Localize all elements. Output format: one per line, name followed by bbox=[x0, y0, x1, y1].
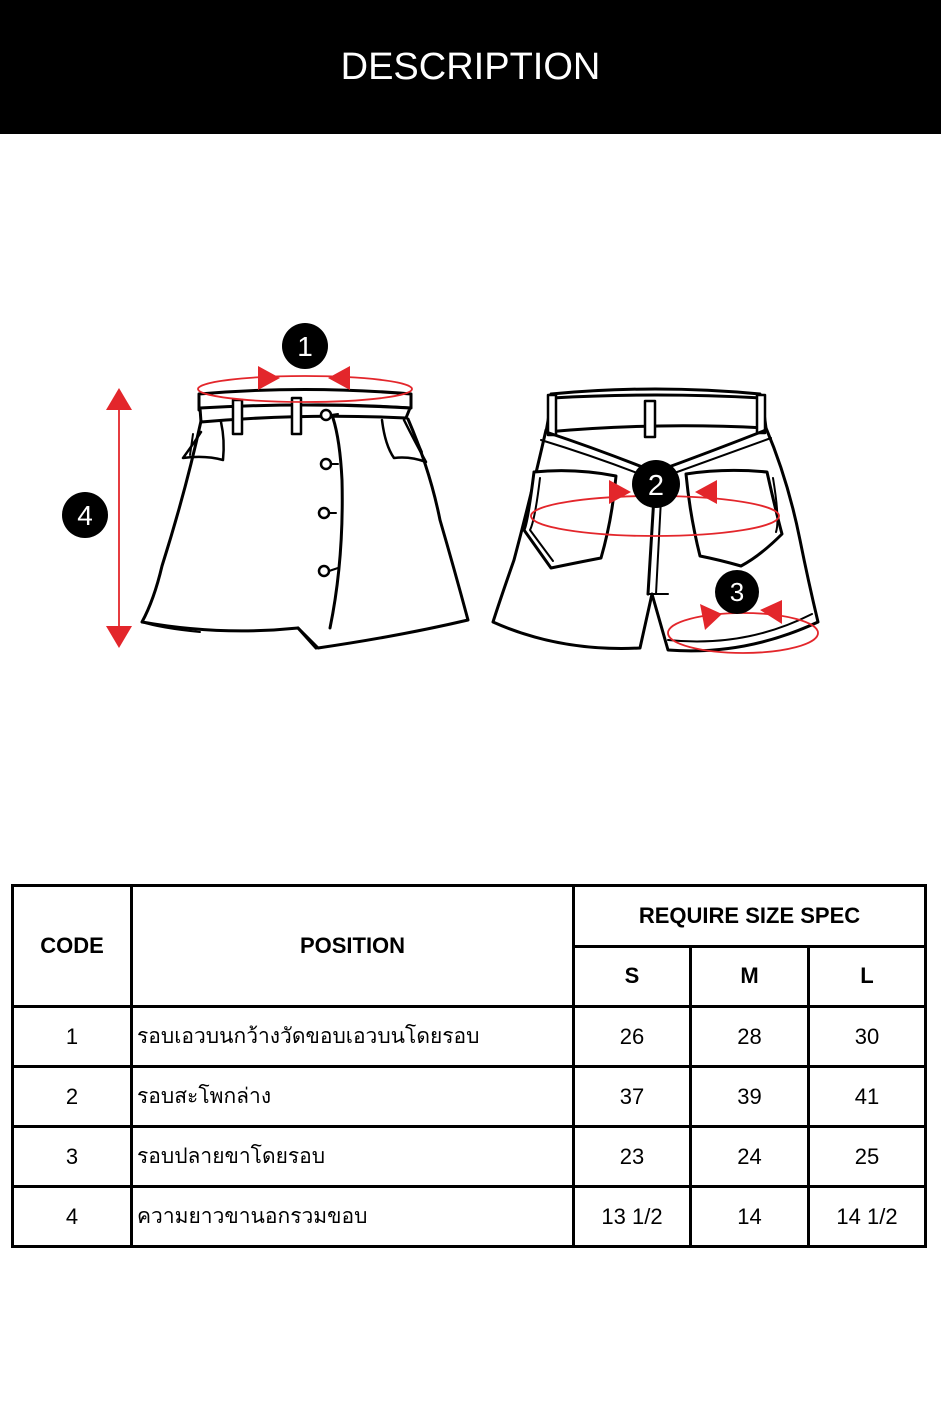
row-position: รอบเอวบนกว้างวัดขอบเอวบนโดยรอบ bbox=[132, 1007, 574, 1067]
row-value-s: 13 1/2 bbox=[574, 1187, 691, 1247]
marker-1 bbox=[282, 323, 328, 369]
marker-4-label: 4 bbox=[77, 500, 93, 531]
table-row bbox=[13, 1187, 926, 1247]
table-row bbox=[13, 1067, 926, 1127]
size-spec-table bbox=[11, 884, 927, 1248]
header-bar bbox=[0, 0, 941, 134]
row-value-s: 26 bbox=[574, 1007, 691, 1067]
row-code: 3 bbox=[13, 1127, 132, 1187]
row-position: รอบสะโพกล่าง bbox=[132, 1067, 574, 1127]
header-position: POSITION bbox=[132, 886, 574, 1007]
row-value-m: 14 bbox=[691, 1187, 809, 1247]
table-row bbox=[13, 1127, 926, 1187]
marker-2 bbox=[632, 460, 680, 508]
row-value-m: 24 bbox=[691, 1127, 809, 1187]
row-code: 2 bbox=[13, 1067, 132, 1127]
row-value-l: 14 1/2 bbox=[809, 1187, 926, 1247]
row-code: 4 bbox=[13, 1187, 132, 1247]
front-shorts-drawing bbox=[142, 390, 468, 649]
marker-4 bbox=[62, 492, 108, 538]
table-row bbox=[13, 1007, 926, 1067]
measure-length bbox=[106, 388, 132, 648]
shorts-measurement-diagram bbox=[0, 300, 941, 680]
marker-3-label: 3 bbox=[729, 577, 745, 607]
header-size-l: L bbox=[809, 946, 926, 1007]
marker-2-label: 2 bbox=[647, 470, 665, 502]
row-position: รอบปลายขาโดยรอบ bbox=[132, 1127, 574, 1187]
row-value-m: 28 bbox=[691, 1007, 809, 1067]
row-value-l: 30 bbox=[809, 1007, 926, 1067]
row-value-s: 23 bbox=[574, 1127, 691, 1187]
row-position: ความยาวขานอกรวมขอบ bbox=[132, 1187, 574, 1247]
marker-1-label: 1 bbox=[297, 331, 313, 362]
row-value-s: 37 bbox=[574, 1067, 691, 1127]
header-size-m: M bbox=[691, 946, 809, 1007]
row-value-m: 39 bbox=[691, 1067, 809, 1127]
row-value-l: 25 bbox=[809, 1127, 926, 1187]
row-value-l: 41 bbox=[809, 1067, 926, 1127]
header-require-size-spec: REQUIRE SIZE SPEC bbox=[574, 886, 926, 947]
header-size-s: S bbox=[574, 946, 691, 1007]
marker-3 bbox=[715, 570, 759, 614]
row-code: 1 bbox=[13, 1007, 132, 1067]
header-code: CODE bbox=[13, 886, 132, 1007]
page-title: DESCRIPTION bbox=[340, 46, 601, 88]
